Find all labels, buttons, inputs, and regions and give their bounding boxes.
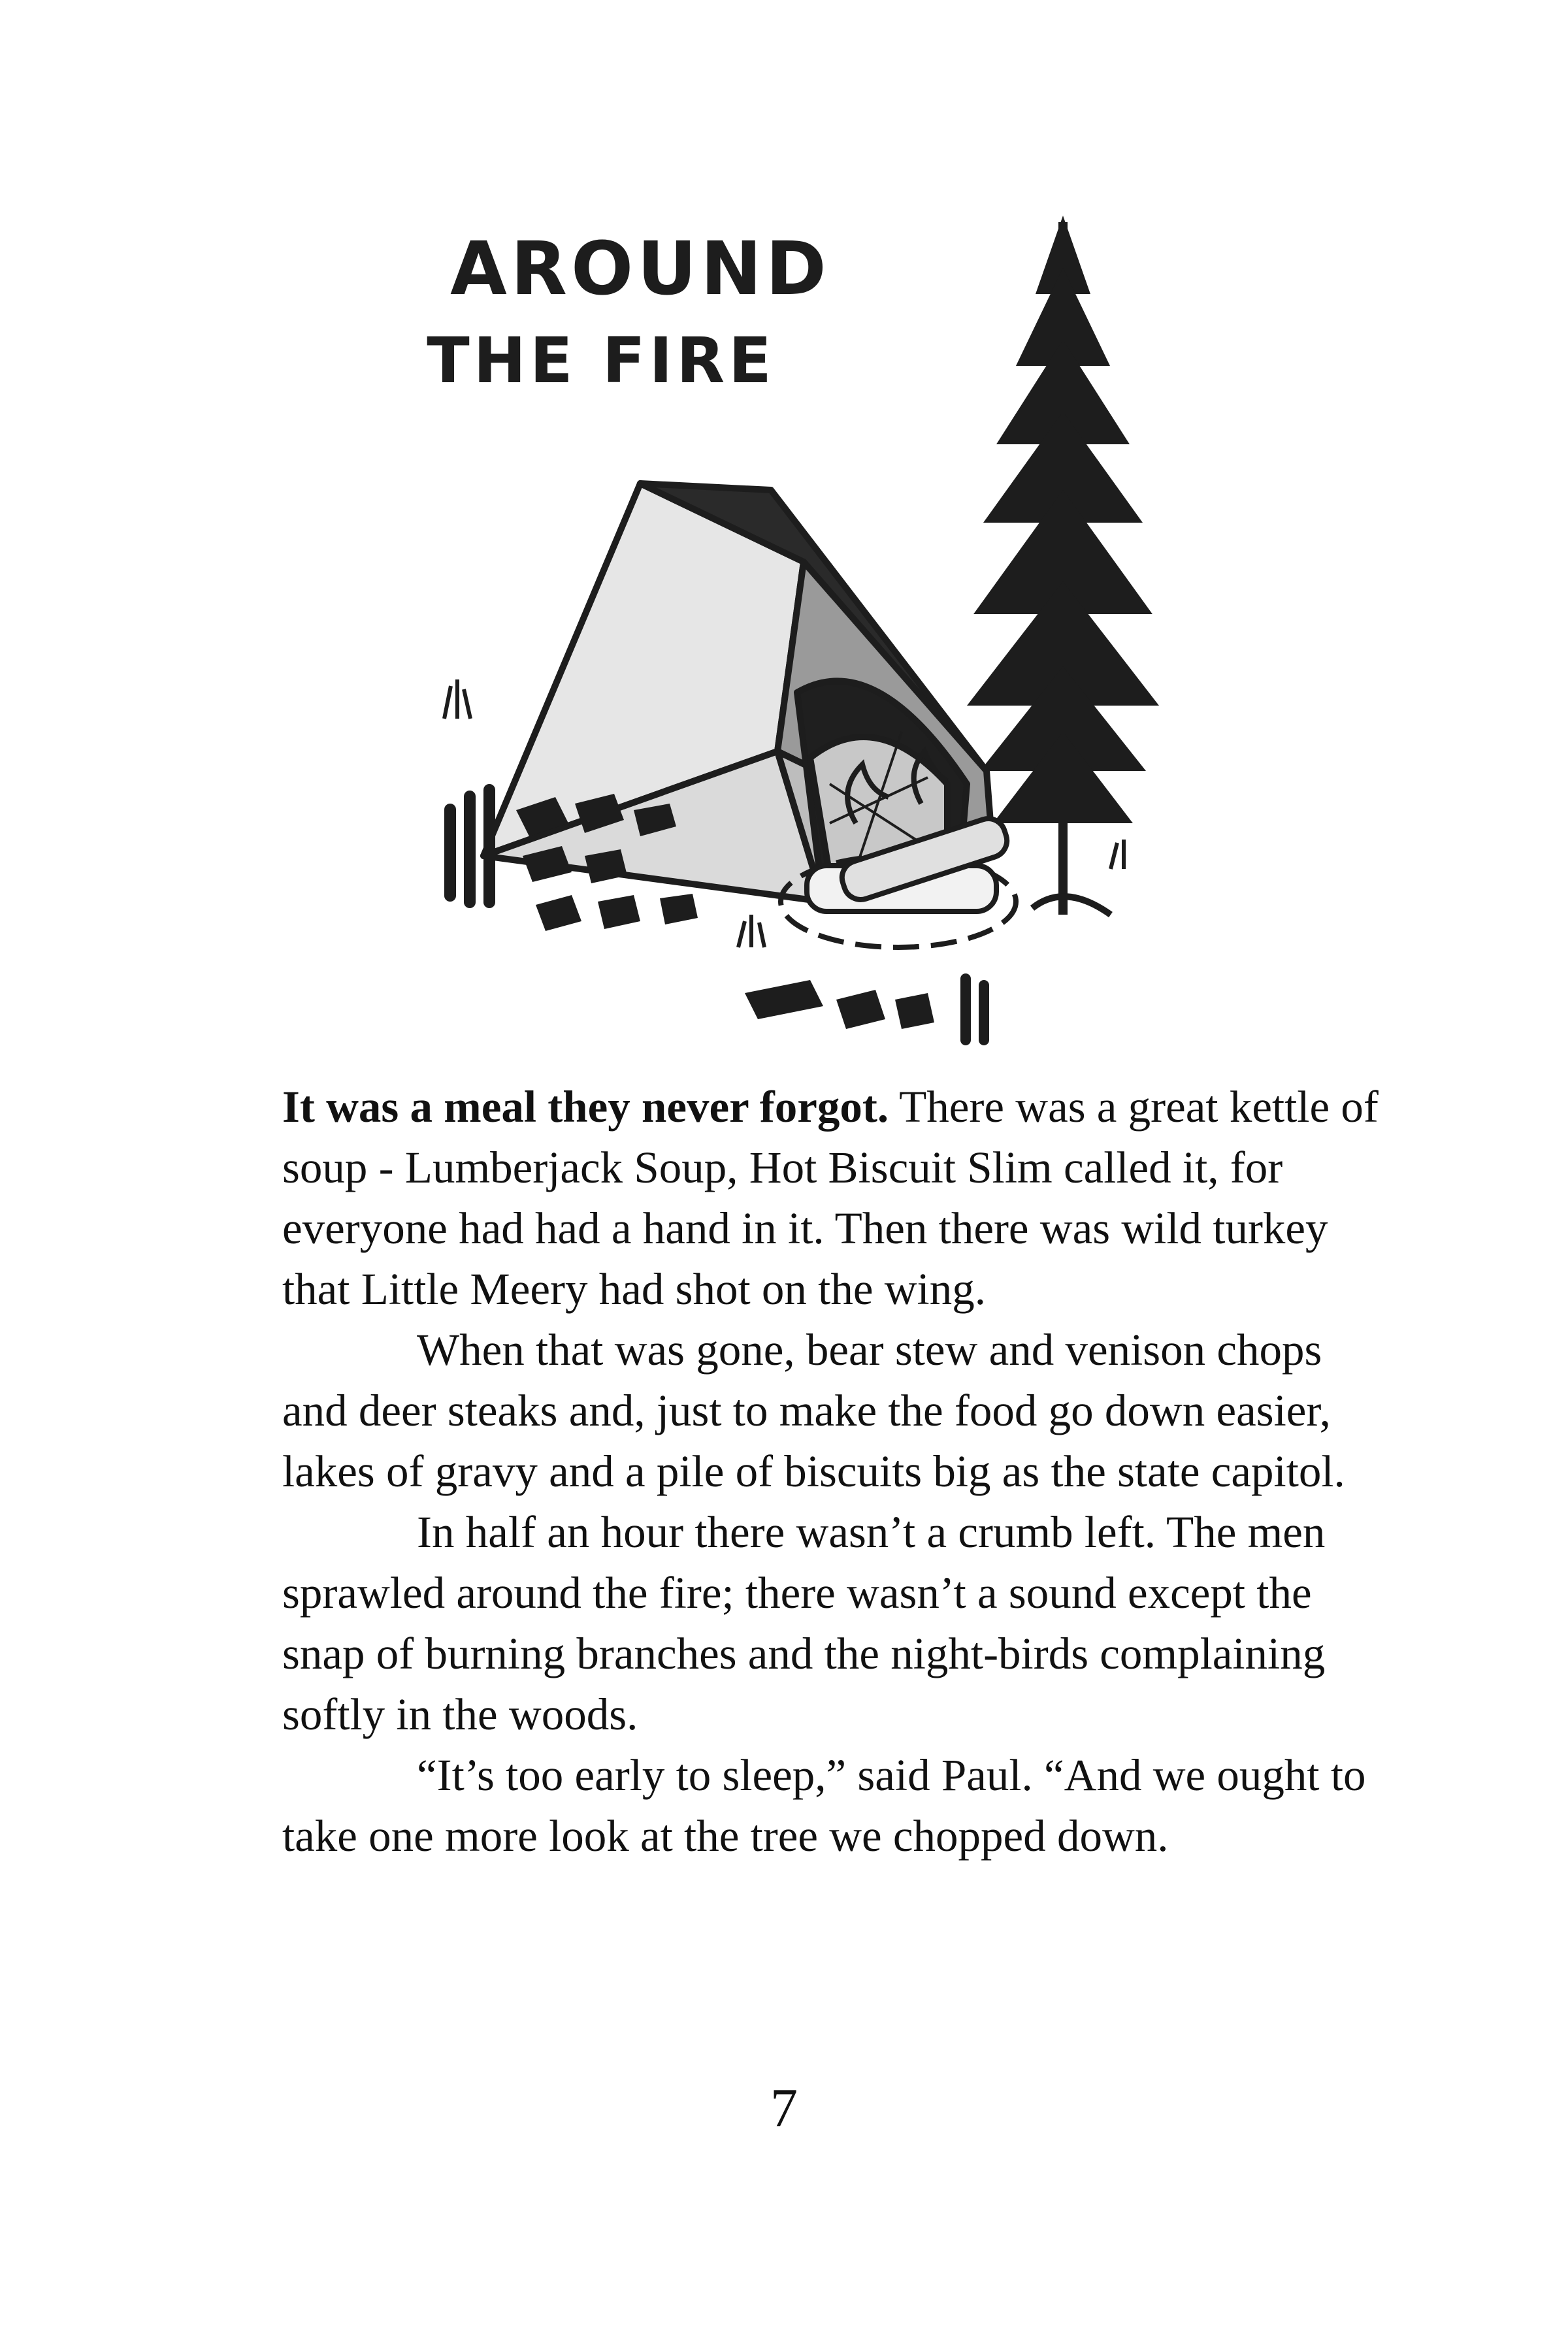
- story-text: [282, 1077, 1393, 1867]
- paragraph-1-text: There was a great kettle of soup - Lumberjack Soup, Hot Biscuit Slim called it, for everyone had had a hand in it. Then there was wild turkey that Little Meery had shot on the wing.: [282, 1082, 1379, 1314]
- pine-tree-icon: [967, 216, 1159, 915]
- campsite-illustration: [405, 196, 1176, 1058]
- illustration-title-line2: THE FIRE: [427, 324, 776, 397]
- boot-print-icon: [745, 973, 989, 1045]
- illustration-title-line1: AROUND: [450, 227, 830, 312]
- paragraph-1: [282, 1077, 1393, 1320]
- page-number: 7: [770, 2078, 798, 2138]
- paragraph-3: In half an hour there wasn’t a crumb left. The men sprawled around the fire; there wasn’t a sound except the snap of burning branches and the night-birds complaining softly in the woods.: [282, 1507, 1326, 1739]
- paragraph-2: When that was gone, bear stew and venison chops and deer steaks and, just to make the food go down easier, lakes of gravy and a pile of biscuits big as the state capitol.: [282, 1325, 1345, 1496]
- paragraph-1-lead: It was a meal they never forgot.: [282, 1082, 889, 1132]
- paragraph-4: “It’s too early to sleep,” said Paul. “And we ought to take one more look at the tree we chopped down.: [282, 1750, 1366, 1861]
